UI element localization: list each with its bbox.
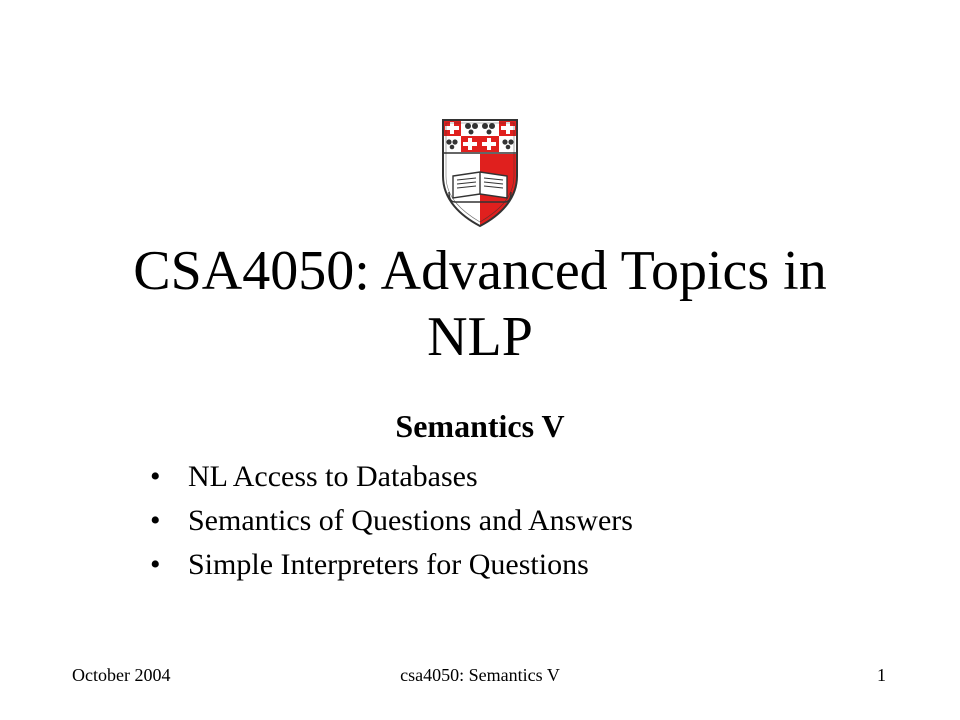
- bullet-marker: •: [150, 548, 161, 581]
- slide-subtitle: Semantics V: [395, 408, 565, 444]
- bullet-item: [150, 499, 633, 543]
- slide-title-line-1: CSA4050: Advanced Topics in: [133, 240, 827, 302]
- footer-title: csa4050: Semantics V: [400, 665, 560, 685]
- bullet-list: [150, 455, 633, 587]
- slide-title-line-2: NLP: [427, 306, 533, 368]
- bullet-marker: •: [150, 504, 161, 537]
- bullet-text: Simple Interpreters for Questions: [188, 548, 589, 581]
- bullet-text: NL Access to Databases: [188, 460, 478, 493]
- page-number: 1: [877, 665, 886, 685]
- university-crest-icon: [441, 118, 519, 228]
- slide-title: [40, 238, 920, 370]
- bullet-marker: •: [150, 460, 161, 493]
- footer-date: October 2004: [72, 665, 171, 685]
- bullet-text: Semantics of Questions and Answers: [188, 504, 633, 537]
- bullet-item: [150, 543, 633, 587]
- bullet-item: [150, 455, 633, 499]
